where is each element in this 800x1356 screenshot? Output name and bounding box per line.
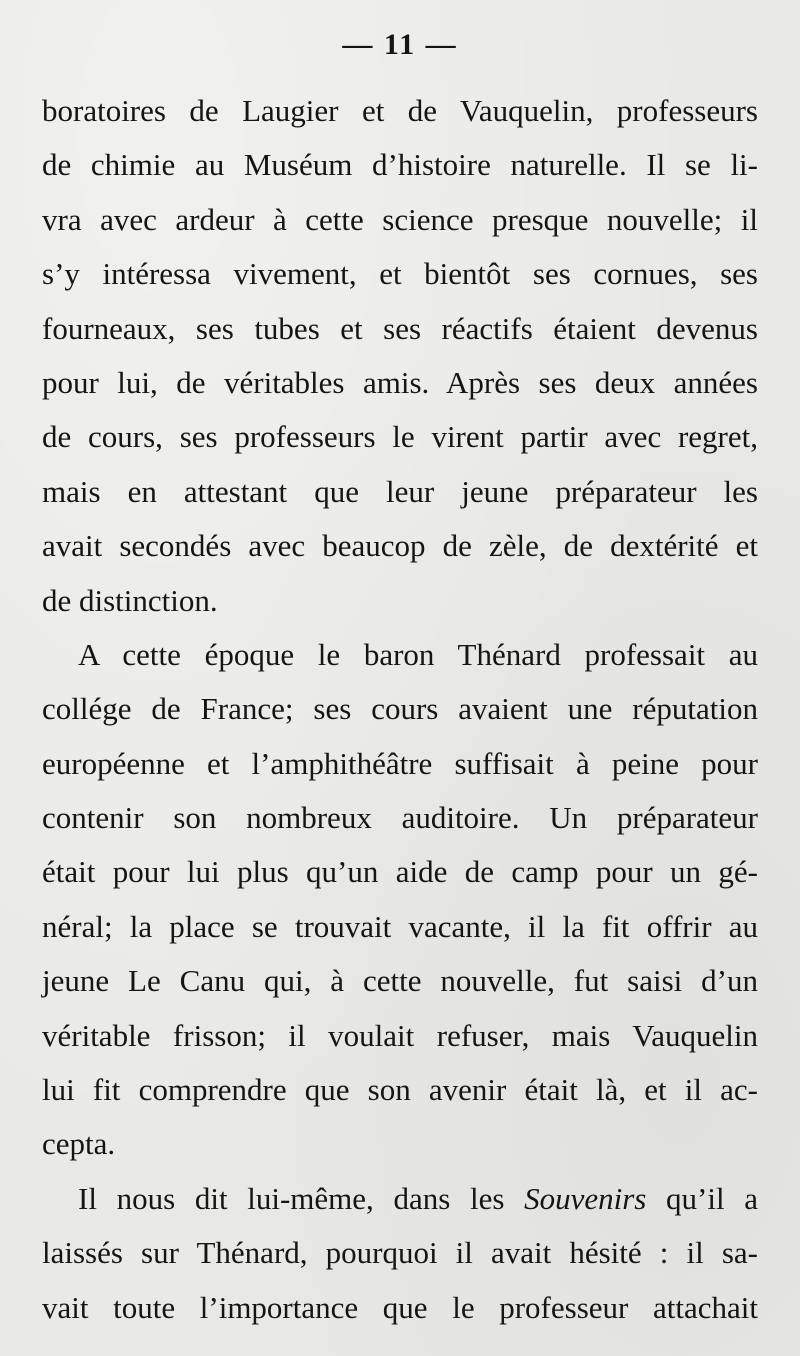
body-text [42,84,758,1335]
text-line: de distinction. [42,582,218,618]
text-line: de cours, ses professeurs le virent partir avec regret, [42,419,758,455]
text-line: laissés sur Thénard, pourquoi il avait hésité : il sa- [42,1235,758,1271]
text-line: de chimie au Muséum d’histoire naturelle. Il se li- [42,147,758,183]
text-line: s’y intéressa vivement, et bientôt ses cornues, ses [42,256,758,292]
text-run: Il nous dit lui-même, dans les [78,1180,525,1216]
text-line: lui fit comprendre que son avenir était là, et il ac- [42,1072,758,1108]
text-line: néral; la place se trouvait vacante, il la fit offrir au [42,908,758,944]
text-line: était pour lui plus qu’un aide de camp pour un gé- [42,854,758,890]
text-line: véritable frisson; il voulait refuser, mais Vauquelin [42,1017,758,1053]
text-line: contenir son nombreux auditoire. Un préparateur [42,800,758,836]
text-run: qu’il a [646,1180,758,1216]
text-line: vra avec ardeur à cette science presque nouvelle; il [42,201,758,237]
text-line: mais en attestant que leur jeune préparateur les [42,473,758,509]
text-line: vait toute l’importance que le professeur attachait [42,1289,758,1325]
text-line: européenne et l’amphithéâtre suffisait à peine pour [42,745,758,781]
text-line: fourneaux, ses tubes et ses réactifs étaient devenus [42,310,758,346]
text-line: A cette époque le baron Thénard professait au [78,636,758,672]
text-line: cepta. [42,1126,116,1162]
page-number: — 11 — [342,28,458,61]
text-line: pour lui, de véritables amis. Après ses deux années [42,364,758,400]
text-line: boratoires de Laugier et de Vauquelin, professeurs [42,93,758,128]
text-line [42,1172,758,1226]
italic-title: Souvenirs [524,1180,647,1216]
text-line: jeune Le Canu qui, à cette nouvelle, fut saisi d’un [42,963,758,999]
text-line: collége de France; ses cours avaient une réputation [42,691,758,727]
text-line: avait secondés avec beaucop de zèle, de dextérité et [42,528,758,564]
